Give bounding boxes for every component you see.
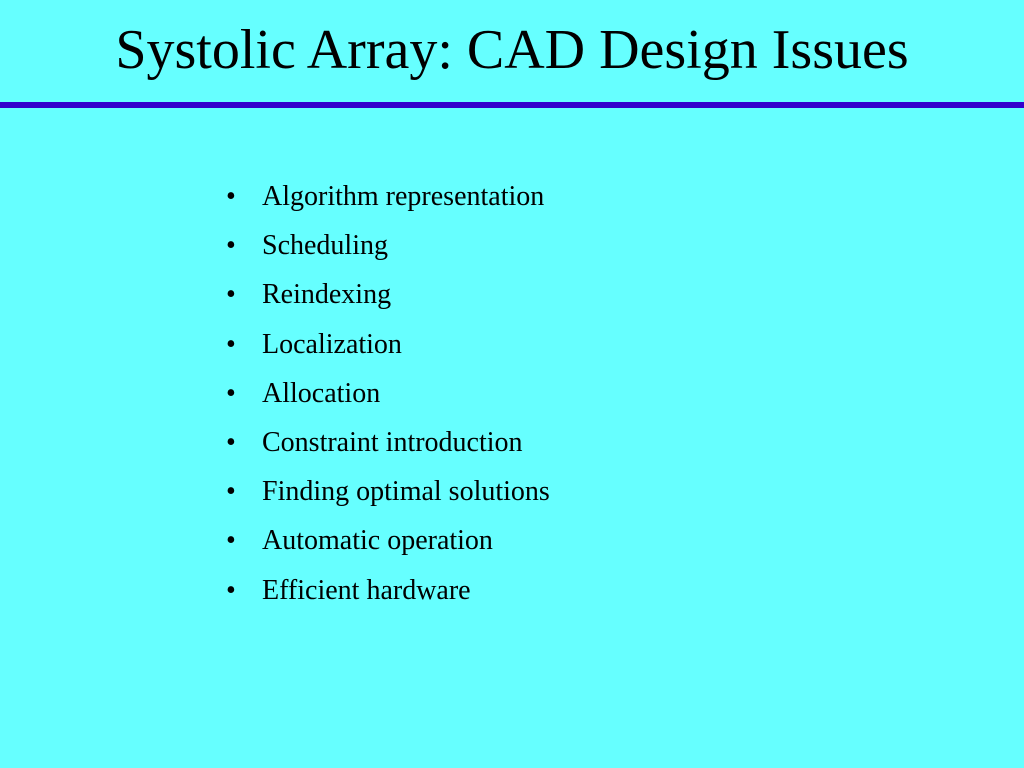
bullet-icon: • bbox=[226, 328, 236, 360]
bullet-text: Allocation bbox=[262, 377, 381, 409]
bullet-icon: • bbox=[226, 377, 236, 409]
bullet-text: Localization bbox=[262, 328, 402, 360]
bullet-icon: • bbox=[226, 230, 236, 262]
bullet-icon: • bbox=[226, 574, 236, 606]
bullet-text: Scheduling bbox=[262, 230, 388, 262]
bullet-text: Constraint introduction bbox=[262, 426, 523, 458]
bullet-text: Finding optimal solutions bbox=[262, 476, 550, 508]
bullet-icon: • bbox=[226, 181, 236, 212]
slide-title: Systolic Array: CAD Design Issues bbox=[115, 19, 909, 81]
bullet-icon: • bbox=[226, 476, 236, 508]
bullet-icon: • bbox=[226, 525, 236, 557]
bullet-icon: • bbox=[226, 279, 236, 311]
bullet-text: Efficient hardware bbox=[262, 574, 471, 606]
title-divider bbox=[0, 102, 1024, 108]
bullet-text: Automatic operation bbox=[262, 525, 493, 557]
bullet-text: Reindexing bbox=[262, 279, 392, 311]
bullet-text: Algorithm representation bbox=[262, 181, 545, 212]
bullet-icon: • bbox=[226, 426, 236, 458]
